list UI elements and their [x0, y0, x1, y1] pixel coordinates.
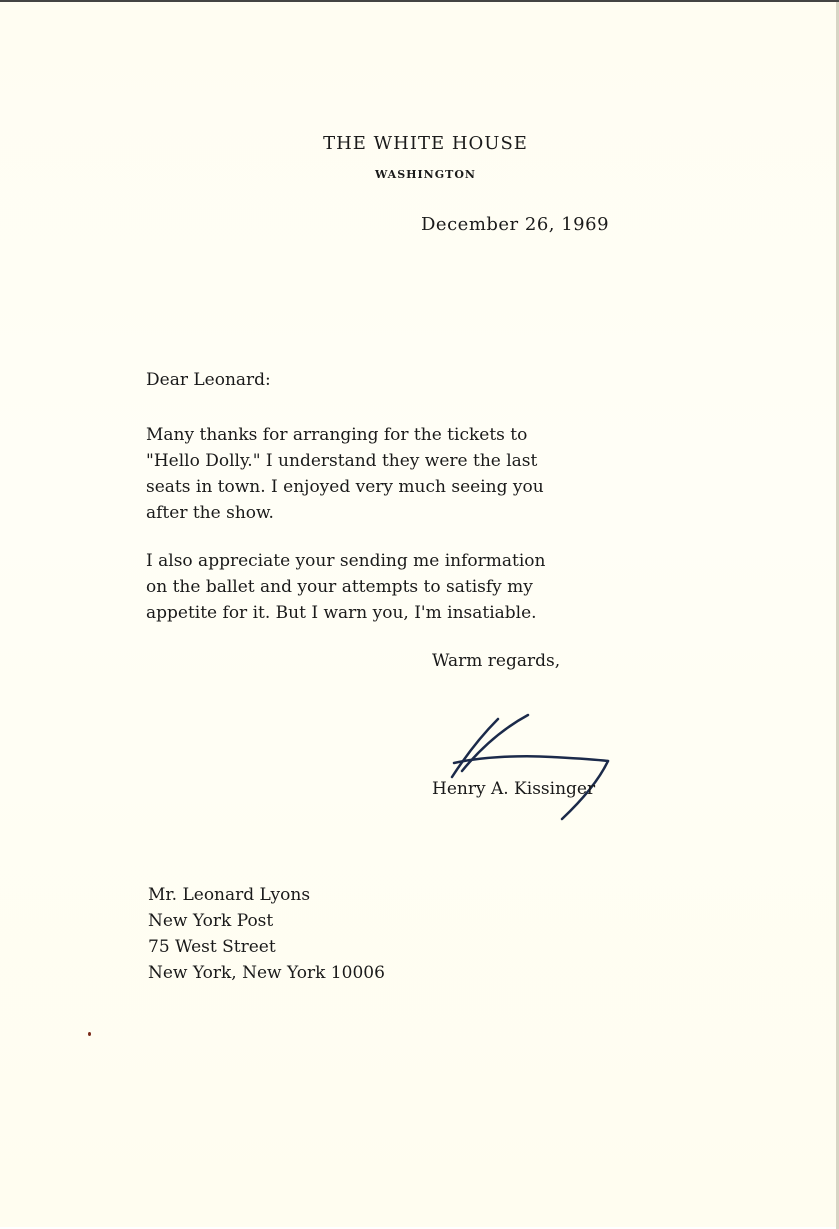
address-line: New York Post [148, 911, 274, 931]
handwritten-signature [440, 707, 640, 827]
salutation: Dear Leonard: [146, 370, 271, 390]
recipient-address [148, 882, 385, 986]
address-line: New York, New York 10006 [148, 963, 385, 983]
body-paragraph: I also appreciate your sending me information on the ballet and your attempts to satisfy my appetite for it. But I warn you, I'm insatiable. [146, 551, 546, 623]
body-paragraph: Many thanks for arranging for the tickets to "Hello Dolly." I understand they were the last seats in town. I enjoyed very much seeing you after the show. [146, 425, 544, 523]
signer-name: Henry A. Kissinger [432, 779, 596, 799]
letterhead-title: THE WHITE HOUSE [323, 133, 528, 154]
letterhead-subtitle: WASHINGTON [375, 168, 476, 181]
paper-speck [88, 1032, 91, 1036]
closing: Warm regards, [432, 651, 561, 671]
letter-date: December 26, 1969 [421, 214, 610, 235]
address-line: 75 West Street [148, 937, 276, 957]
address-line: Mr. Leonard Lyons [148, 885, 311, 905]
